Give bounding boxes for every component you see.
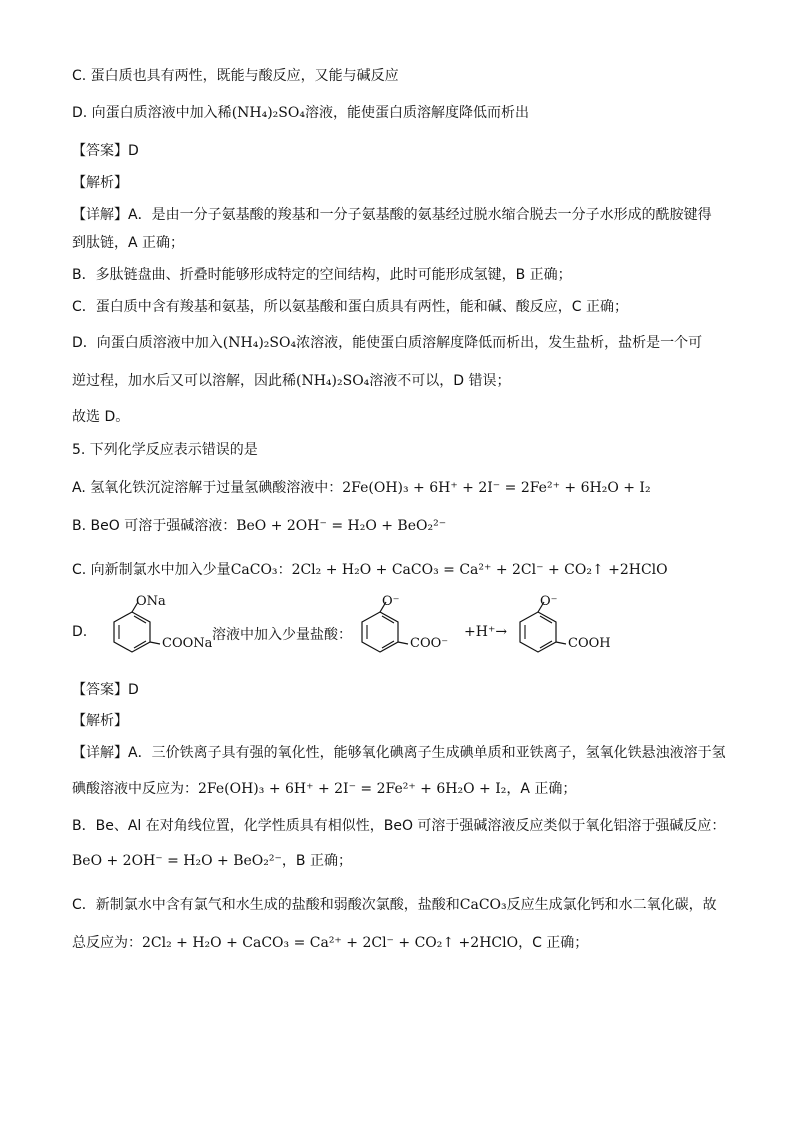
- q4-option-d: [72, 103, 722, 123]
- q4-detail-a-cont: 到肽链，A 正确；: [72, 235, 185, 251]
- benzene-ring-structure-3: [500, 592, 620, 672]
- q5-option-b-text: B. BeO 可溶于强碱溶液：: [72, 518, 237, 534]
- q4-detail-d-cont: [72, 371, 722, 391]
- q5-answer: 【答案】D: [72, 682, 139, 698]
- q5-detail-b-cont: [72, 851, 722, 871]
- q5-option-c-equation: 2Cl₂ + H₂O + CaCO₃ = Ca²⁺ + 2Cl⁻ + CO₂↑ +2HClO: [291, 562, 668, 578]
- q5-option-a-equation: 2Fe(OH)₃ + 6H⁺ + 2I⁻ = 2Fe²⁺ + 6H₂O + I₂: [342, 480, 651, 496]
- q4-option-c: C. 蛋白质也具有两性，既能与酸反应，又能与碱反应: [72, 68, 399, 84]
- q5-option-d-label: D.: [72, 624, 88, 640]
- q4-detail-b: B．多肽链盘曲、折叠时能够形成特定的空间结构，此时可能形成氢键，B 正确；: [72, 267, 572, 283]
- ammonium-sulfate-formula: (NH₄)₂SO₄: [231, 105, 305, 121]
- q5-option-c-text: C. 向新制氯水中加入少量: [72, 562, 231, 578]
- q4-detail-d: [72, 333, 722, 353]
- q5-option-a-text: A. 氢氧化铁沉淀溶解于过量氢碘酸溶液中：: [72, 480, 343, 496]
- q5-detail-b: B．Be、Al 在对角线位置，化学性质具有相似性，BeO 可溶于强碱溶液反应类似于氧化铝溶于强碱反应：: [72, 818, 726, 834]
- ammonium-sulfate-formula: (NH₄)₂SO₄: [296, 373, 370, 389]
- q4-detail-d-cont-text: 逆过程，加水后又可以溶解，因此稀: [72, 373, 296, 389]
- q4-detail-d-cont-end: 溶液不可以，D 错误；: [369, 373, 511, 389]
- q5-stem: 5. 下列化学反应表示错误的是: [72, 442, 258, 458]
- q4-detail-a: 【详解】A．是由一分子氨基酸的羧基和一分子氨基酸的氨基经过脱水缩合脱去一分子水形成的酰胺键得: [72, 207, 712, 223]
- q4-option-d-text: D. 向蛋白质溶液中加入稀: [72, 105, 232, 121]
- q5-option-c-colon: ：: [277, 562, 292, 578]
- struct1-top-group: ONa: [136, 594, 166, 609]
- q4-detail-d-text-end: 浓溶液，能使蛋白质溶解度降低而析出，发生盐析，盐析是一个可: [296, 335, 703, 351]
- q4-answer: 【答案】D: [72, 143, 139, 159]
- q5-option-d: [72, 592, 732, 672]
- calcium-carbonate-formula: CaCO₃: [230, 562, 278, 578]
- q4-analysis-heading: 【解析】: [72, 175, 128, 191]
- q5-detail-c-equation: 2Cl₂ + H₂O + CaCO₃ = Ca²⁺ + 2Cl⁻ + CO₂↑ +2HClO: [142, 935, 519, 951]
- q4-detail-c: C．蛋白质中含有羧基和氨基，所以氨基酸和蛋白质具有两性，能和碱、酸反应，C 正确；: [72, 299, 628, 315]
- q5-option-d-arrow: +H⁺→: [464, 624, 508, 640]
- q5-option-c: [72, 560, 722, 580]
- q5-analysis-heading: 【解析】: [72, 713, 128, 729]
- q5-detail-c-cont-end: ，C 正确；: [518, 935, 589, 951]
- q5-option-d-middle-text: 溶液中加入少量盐酸：: [212, 627, 352, 643]
- q5-option-b: [72, 516, 722, 536]
- q5-detail-a-equation: 2Fe(OH)₃ + 6H⁺ + 2I⁻ = 2Fe²⁺ + 6H₂O + I₂: [198, 781, 507, 797]
- calcium-carbonate-formula: CaCO₃: [459, 897, 507, 913]
- q5-detail-b-equation: BeO + 2OH⁻ = H₂O + BeO₂²⁻: [72, 853, 282, 869]
- q5-detail-a: 【详解】A．三价铁离子具有强的氧化性，能够氧化碘离子生成碘单质和亚铁离子，氢氧化铁悬浊液溶于氢: [72, 745, 726, 761]
- q5-option-a: [72, 478, 722, 498]
- struct1-side-group: COONa: [162, 636, 213, 651]
- q5-detail-a-cont: [72, 779, 722, 799]
- q4-option-d-text-end: 溶液，能使蛋白质溶解度降低而析出: [304, 105, 529, 121]
- q4-conclusion: 故选 D。: [72, 409, 130, 425]
- struct3-top-group: O⁻: [540, 594, 558, 609]
- q5-detail-c-cont: [72, 933, 722, 953]
- q5-detail-a-cont-end: ，A 正确；: [506, 781, 577, 797]
- benzene-ring-structure-2: [342, 592, 462, 672]
- q5-detail-c-text-end: 反应生成氯化钙和水二氧化碳，故: [506, 897, 717, 913]
- q5-detail-c: [72, 895, 722, 915]
- struct2-top-group: O⁻: [382, 594, 400, 609]
- struct2-side-group: COO⁻: [410, 636, 449, 651]
- struct3-side-group: COOH: [568, 636, 611, 651]
- q5-detail-a-cont-text: 碘酸溶液中反应为：: [72, 781, 198, 797]
- q4-detail-d-text: D．向蛋白质溶液中加入: [72, 335, 223, 351]
- q5-option-b-equation: BeO + 2OH⁻ = H₂O + BeO₂²⁻: [236, 518, 447, 534]
- q5-detail-b-cont-end: ，B 正确；: [281, 853, 352, 869]
- ammonium-sulfate-formula: (NH₄)₂SO₄: [222, 335, 297, 351]
- q5-detail-c-text: C．新制氯水中含有氯气和水生成的盐酸和弱酸次氯酸，盐酸和: [72, 897, 460, 913]
- q5-detail-c-cont-text: 总反应为：: [72, 935, 142, 951]
